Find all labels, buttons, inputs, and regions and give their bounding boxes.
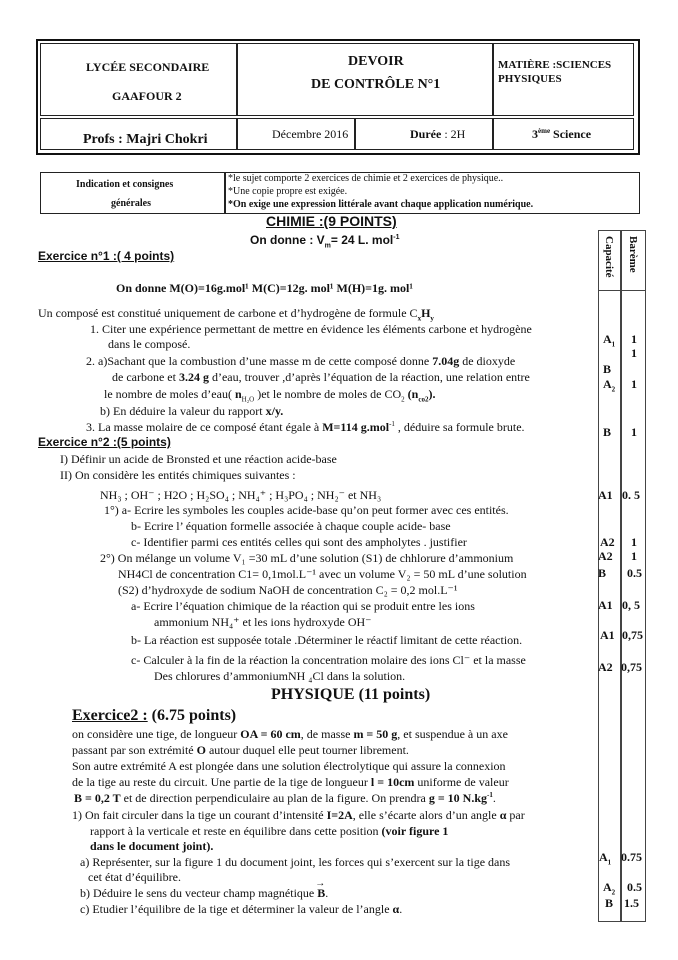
- q2a-2b: 3.24 g: [178, 370, 209, 384]
- capacite-mark: A2: [600, 535, 615, 549]
- q1-1e: par: [506, 808, 525, 822]
- formula-h: H: [421, 306, 431, 320]
- formula-x-sub: x: [417, 314, 422, 323]
- ex2-title: Exercice n°2 :(5 points): [38, 435, 171, 449]
- ex2-p2c-line2: Des chlorures d’ammoniumNH ₄Cl dans la solution.: [154, 669, 406, 683]
- q2a-1a: 2. a)Sachant que la combustion d’une masse m de cette composé donne: [86, 354, 433, 368]
- q1-1a: 1) On fait circuler dans la tige un courant d’intensité: [72, 808, 327, 822]
- capacite-mark: A1: [600, 628, 615, 642]
- q2a-3e: 2: [401, 395, 405, 404]
- ex2-p2c-line1: c- Calculer à la fin de la réaction la concentration molaire des ions Cl⁻ et la masse: [131, 653, 526, 667]
- pl5d: -1: [487, 791, 493, 799]
- ex1-q1-line2: dans le composé.: [108, 337, 191, 351]
- bareme-mark: 0,75: [621, 660, 642, 674]
- donne-rest: = 24 L. mol: [330, 233, 394, 247]
- capacite-mark-sub: 2: [611, 385, 616, 394]
- q2a-3f: (n: [404, 387, 419, 401]
- formula-y-sub: y: [430, 314, 434, 323]
- pl4a: de la tige au reste du circuit. Une partie de la tige de longueur: [72, 775, 371, 789]
- bareme-mark: 1: [631, 425, 637, 439]
- bareme-mark: 0.75: [621, 850, 642, 864]
- q1-2b: (voir figure 1: [381, 824, 449, 838]
- bareme-mark: 1.5: [624, 896, 639, 910]
- capacite-mark: $A_1$: [599, 850, 612, 867]
- pl1a: on considère une tige, de longueur: [72, 727, 241, 741]
- q2a-2a: de carbone et: [112, 370, 179, 384]
- capacite-mark: A1: [598, 598, 613, 612]
- q3-d: , déduire sa formule brute.: [394, 420, 525, 434]
- bareme-mark: 0.5: [627, 880, 642, 894]
- ex2-p1a: 1°) a- Ecrire les symboles les couples acide-base qu’on peut former avec ces entités.: [104, 503, 509, 517]
- ex2-p2-line2: NH4Cl de concentration C1= 0,1mol.L⁻¹ avec un volume V₂ = 50 mL d’une solution: [118, 567, 527, 581]
- vector-b: [315, 878, 326, 900]
- class-sup: ème: [538, 127, 551, 135]
- exam-date: Décembre 2016: [272, 127, 349, 141]
- donne-sup: -1: [393, 234, 400, 241]
- bareme-mark: 0,75: [622, 628, 643, 642]
- phys-qc: [80, 902, 402, 917]
- q2b-b: x/y.: [265, 404, 284, 418]
- pl4b: l = 10cm: [370, 775, 415, 789]
- qb-b: B: [317, 886, 326, 900]
- school-line2: GAAFOUR 2: [112, 89, 182, 103]
- phys-q1-line3: dans le document joint).: [90, 839, 214, 853]
- q2a-3a: le nombre de moles d’eau(: [104, 387, 235, 401]
- pl5b: et de direction perpendiculaire au plan de la figure. On prendra: [120, 791, 429, 805]
- capacite-mark-sub: 1: [611, 340, 616, 349]
- bareme-mark: 1: [631, 535, 637, 549]
- ex1-q3: [86, 420, 525, 435]
- q3-b: M=114 g.mol: [322, 420, 390, 434]
- pl1d: m = 50 g: [353, 727, 398, 741]
- capacite-header: Capacité: [603, 236, 615, 278]
- bareme-mark: 1: [631, 377, 637, 391]
- pl2c: autour duquel elle peut tourner librement.: [205, 743, 409, 757]
- capacite-header-divider: [598, 290, 646, 291]
- q2a-3h: ).: [428, 387, 436, 401]
- phys-line5: [74, 791, 496, 806]
- phys-q1-line1: [72, 808, 525, 823]
- capacite-mark-sub: 1: [607, 858, 612, 867]
- header-school-cell: [40, 43, 238, 116]
- ex1-q2a-line3: [104, 387, 435, 403]
- class-number: 3: [532, 127, 538, 141]
- bareme-mark: 1: [631, 549, 637, 563]
- ex1-q2b: [100, 404, 283, 419]
- ex1-q2a-line1: [86, 354, 515, 369]
- vector-arrow-icon: →: [315, 878, 326, 889]
- q1-1c: , elle s’écarte alors d’un angle: [352, 808, 500, 822]
- qc-b: α: [392, 902, 400, 916]
- doc-title-line2: DE CONTRÔLE N°1: [311, 77, 441, 92]
- exam-duration: [410, 127, 465, 142]
- pl2a: passant par son extrémité: [72, 743, 197, 757]
- phys-qa-line2: cet état d’équilibre.: [88, 870, 181, 884]
- bareme-mark: 0, 5: [622, 598, 640, 612]
- formula-x: [417, 306, 434, 323]
- capacite-mark: A2: [598, 660, 613, 674]
- ex1-q2a-line2: [112, 370, 530, 385]
- q2a-1b: 7.04g: [432, 354, 460, 368]
- q2a-1c: de dioxyde: [459, 354, 516, 368]
- ex2-p2a-line2: ammonium NH₄⁺ et les ions hydroxyde OH⁻: [154, 615, 372, 629]
- qc-a: c) Etudier l’équilibre de la tige et déterminer la valeur de l’angle: [80, 902, 393, 916]
- q3-a: 3. La masse molaire de ce composé étant égale à: [86, 420, 323, 434]
- phys-line3: Son autre extrémité A est plongée dans une solution électrolytique qui assure la connexion: [72, 759, 506, 773]
- consignes-label2: générales: [111, 198, 151, 209]
- duration-value: : 2H: [441, 127, 466, 141]
- ex2-p2-line3: (S2) d’hydroxyde de sodium NaOH de concentration C₂ = 0,2 mol.L⁻¹: [118, 583, 458, 597]
- ex2-p1b: b- Ecrire l’ équation formelle associée à chaque couple acide- base: [131, 519, 451, 533]
- profs-name: Profs : Majri Chokri: [83, 132, 208, 147]
- consignes-line3: *On exige une expression littérale avant chaque application numérique.: [228, 199, 534, 210]
- chimie-title: CHIMIE :(9 POINTS): [266, 213, 397, 229]
- q3-c: -1: [389, 420, 395, 428]
- pl4c: uniforme de valeur: [414, 775, 509, 789]
- ex2-part-I: I) Définir un acide de Bronsted et une réaction acide-base: [60, 452, 337, 466]
- ex2-p2a-line1: a- Ecrire l’équation chimique de la réaction qui se produit entre les ions: [131, 599, 475, 613]
- subject-line1: MATIÈRE :SCIENCES: [498, 59, 612, 71]
- donne-text: On donne : V: [250, 233, 325, 247]
- chimie-donne: [250, 233, 400, 249]
- ex1-title: Exercice n°1 :( 4 points): [38, 249, 175, 263]
- donne-sub: m: [324, 242, 331, 250]
- capacite-mark: $A_2$: [603, 377, 616, 394]
- ex1-masses: On donne M(O)=16g.mol¹ M(C)=12g. mol¹ M(H)=1g. mol¹: [116, 281, 413, 295]
- phys-ex-title: [72, 707, 236, 725]
- q1-2a: rapport à la verticale et reste en équilibre dans cette position: [90, 824, 382, 838]
- phys-qa-line1: a) Représenter, sur la figure 1 du document joint, les forces qui s’exercent sur la tige dans: [80, 855, 511, 869]
- phys-line1: [72, 727, 508, 742]
- capacite-mark: B: [598, 566, 607, 580]
- capacite-mark: A2: [598, 549, 613, 563]
- q1-1b: I=2A: [326, 808, 353, 822]
- bareme-mark: 1: [631, 332, 637, 346]
- class-text: Science: [550, 127, 592, 141]
- ex1-intro-text: Un composé est constitué uniquement de carbone et d’hydrogène de formule C: [38, 306, 418, 320]
- ex2-p2-line1: 2°) On mélange un volume V₁ =30 mL d’une solution (S1) de chhlorure d’ammonium: [100, 551, 514, 565]
- pl5e: .: [492, 791, 496, 805]
- phys-qb: [80, 878, 329, 901]
- capacite-mark: $A_2$: [603, 880, 616, 897]
- q2a-2c: d’eau, trouver ,d’après l’équation de la réaction, une relation entre: [208, 370, 530, 384]
- duration-label: Durée: [410, 127, 442, 141]
- bareme-mark: 1: [631, 346, 637, 360]
- pl1c: , de masse: [300, 727, 354, 741]
- capacite-mark: B: [605, 896, 614, 910]
- ex2-part-II: II) On considère les entités chimiques suivantes :: [60, 468, 296, 482]
- pl5a: B = 0,2 T: [74, 791, 121, 805]
- q2a-3b: n: [234, 387, 242, 401]
- pl1b: OA = 60 cm: [240, 727, 301, 741]
- qc-c: .: [399, 902, 403, 916]
- q2a-3c: H₂O: [241, 395, 255, 404]
- capacite-mark: B: [603, 425, 612, 439]
- q1-1d: α: [499, 808, 507, 822]
- ex2-entites: NH₃ ; OH⁻ ; H2O ; H₂SO₄ ; NH₄⁺ ; H₃PO₄ ; NH₂⁻ et NH₃: [100, 488, 382, 502]
- doc-title-line1: DEVOIR: [348, 54, 404, 69]
- phys-line4: [72, 775, 509, 790]
- ex2-p1c: c- Identifier parmi ces entités celles qui sont des ampholytes . justifier: [131, 535, 467, 549]
- capacite-mark: $A_1$: [603, 332, 616, 349]
- pl5c: g = 10 N.kg: [428, 791, 488, 805]
- ex1-intro: [38, 306, 434, 322]
- consignes-line2: *Une copie propre est exigée.: [228, 186, 348, 197]
- exam-class: [532, 127, 591, 142]
- phys-ex-title-label: Exercice2 :: [72, 707, 148, 724]
- bareme-header: Barème: [627, 236, 639, 273]
- pl2b: O: [196, 743, 206, 757]
- q2a-3g: co2: [418, 395, 429, 404]
- subject-line2: PHYSIQUES: [498, 73, 562, 85]
- phys-q1-line2: [90, 824, 448, 839]
- capacite-mark-sub: 2: [611, 888, 616, 897]
- qb-c: .: [325, 886, 329, 900]
- bareme-mark: 0. 5: [622, 488, 640, 502]
- capacite-mark: A1: [598, 488, 613, 502]
- q2a-3d: )et le nombre de moles de CO: [254, 387, 402, 401]
- q2b-a: b) En déduire la valeur du rapport: [100, 404, 266, 418]
- phys-line2: [72, 743, 409, 758]
- ex2-p2b: b- La réaction est supposée totale .Déterminer le réactif limitant de cette réaction.: [131, 633, 523, 647]
- school-line1: LYCÉE SECONDAIRE: [86, 60, 210, 74]
- phys-ex-points: (6.75 points): [147, 707, 237, 724]
- pl1e: , et suspendue à un axe: [397, 727, 508, 741]
- qb-a: b) Déduire le sens du vecteur champ magnétique: [80, 886, 318, 900]
- consignes-label1: Indication et consignes: [76, 179, 174, 190]
- ex1-q1-line1: 1. Citer une expérience permettant de mettre en évidence les éléments carbone et hydrogène: [90, 322, 532, 336]
- bareme-mark: 0.5: [627, 566, 642, 580]
- consignes-line1: *le sujet comporte 2 exercices de chimie et 2 exercices de physique..: [228, 173, 504, 184]
- physique-title: PHYSIQUE (11 points): [271, 686, 431, 703]
- capacite-mark: B: [603, 362, 612, 376]
